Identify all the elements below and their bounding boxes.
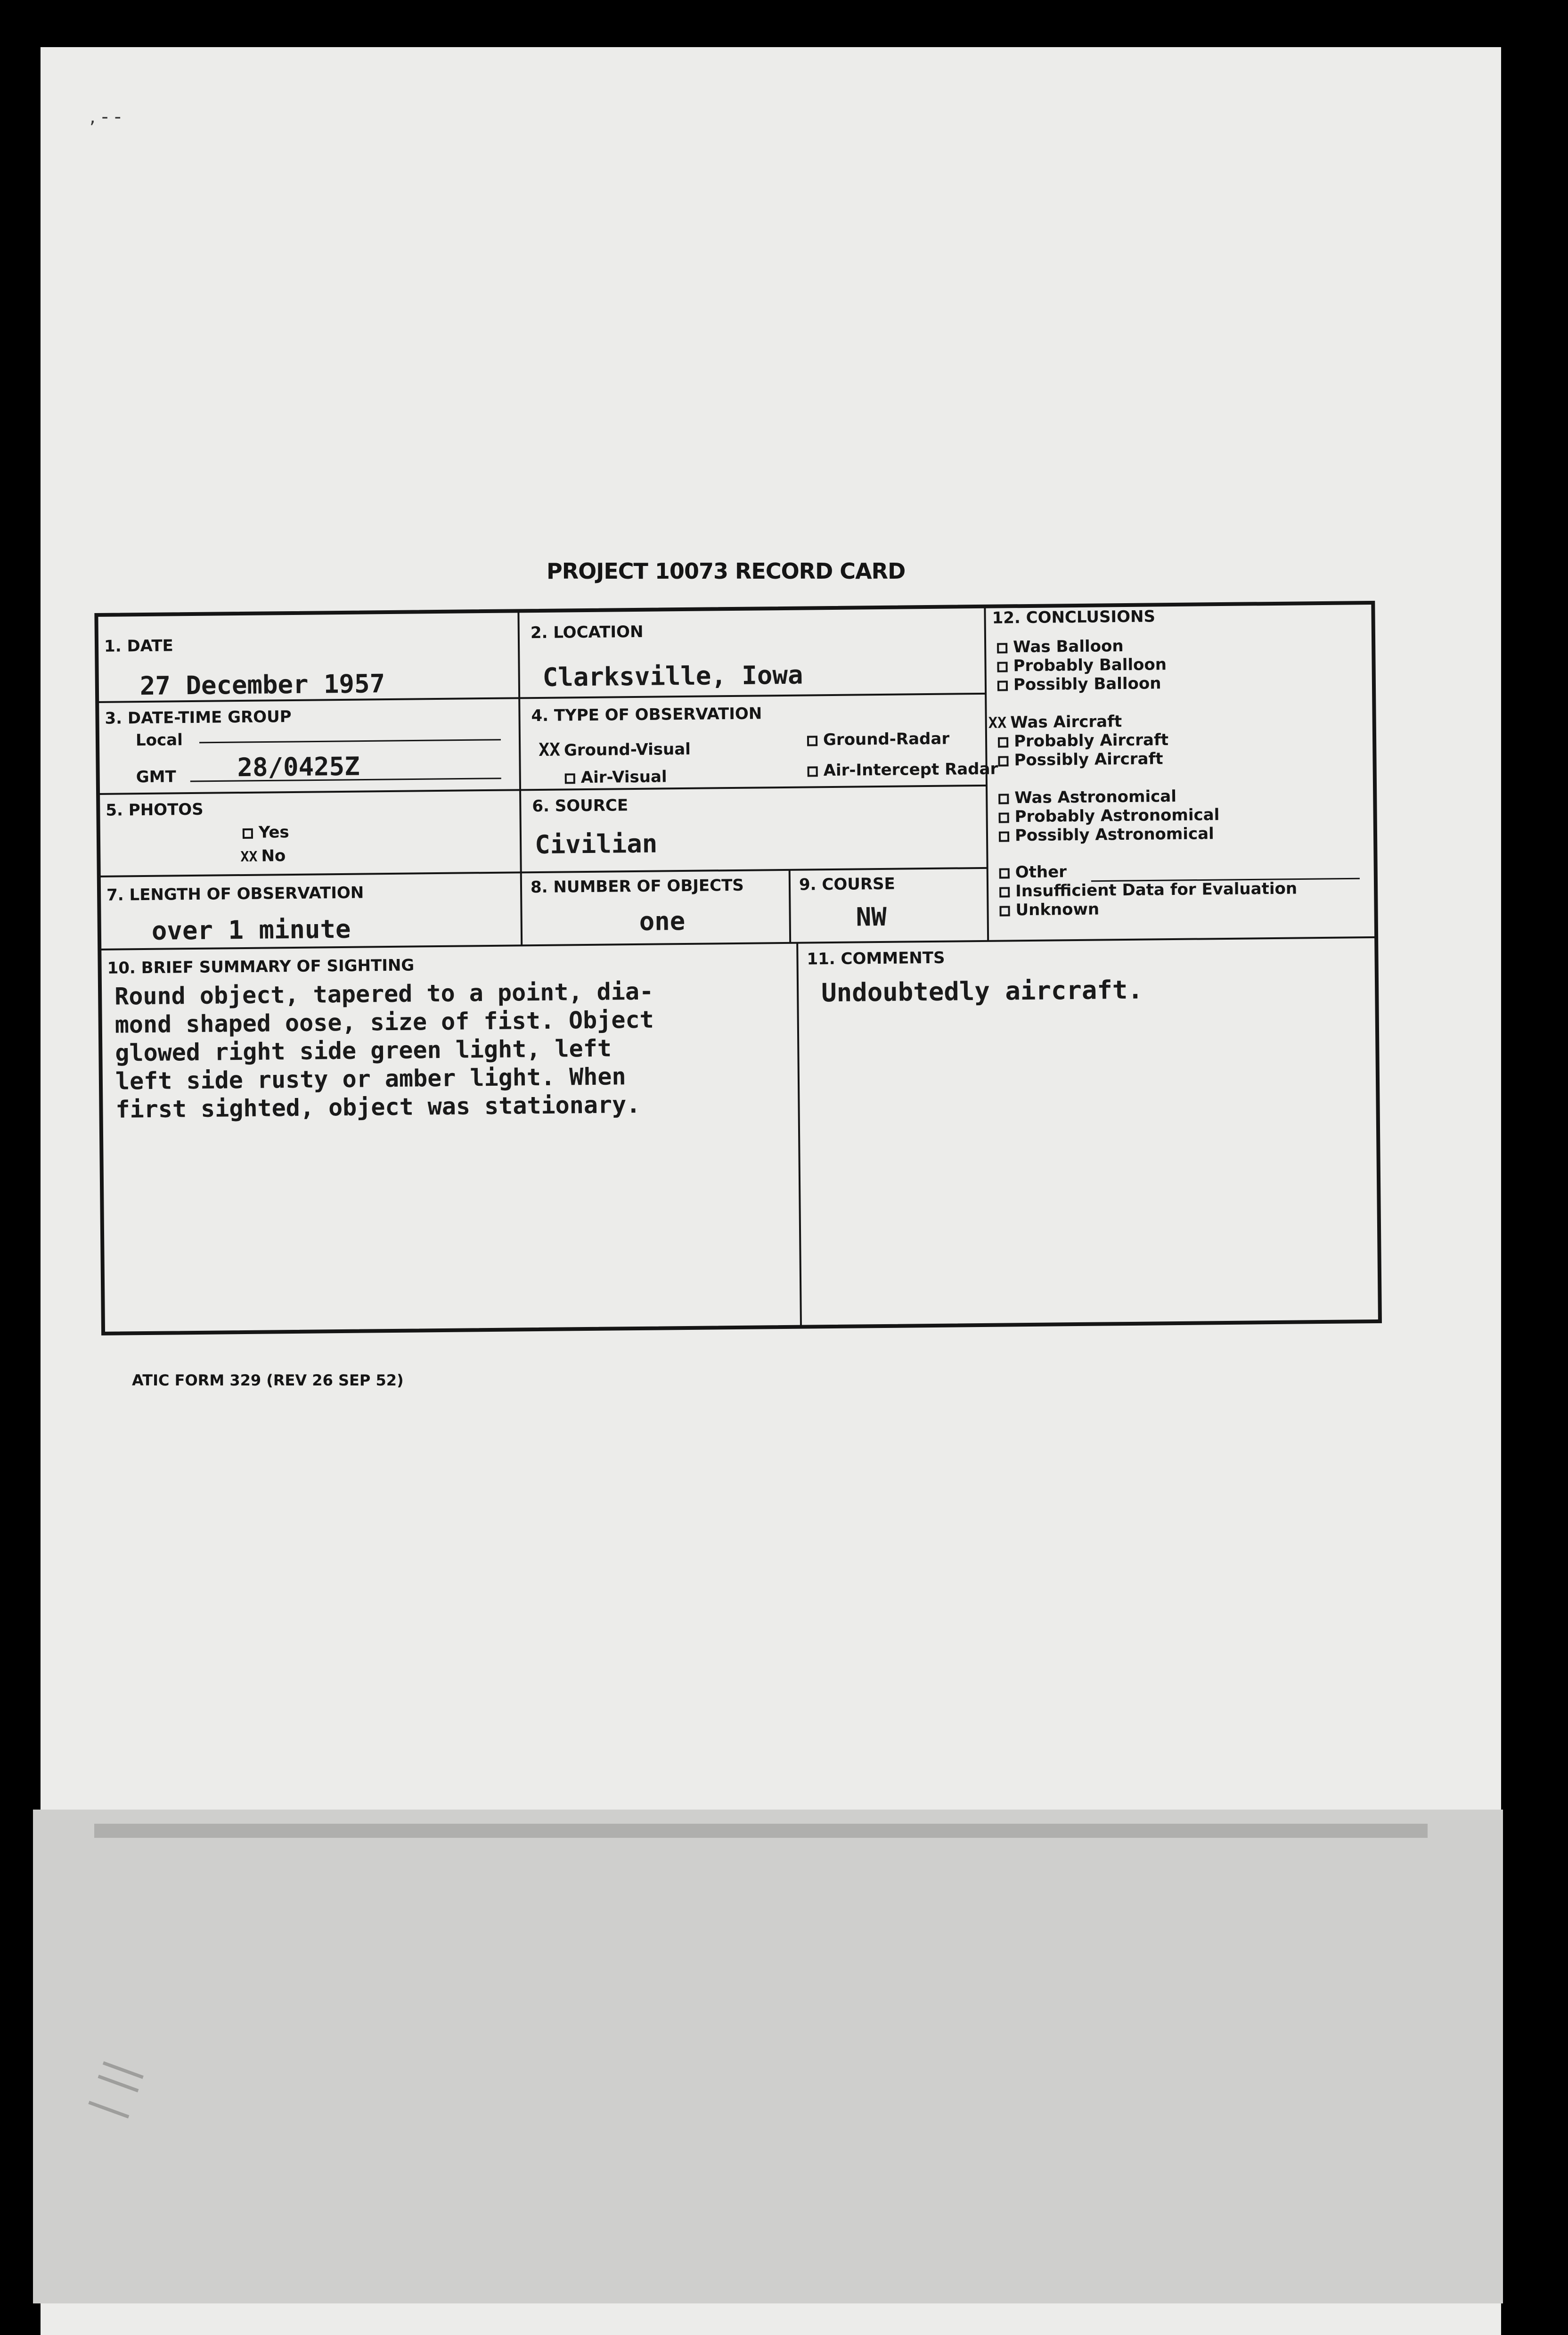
conclusion-label: Possibly Astronomical <box>1014 824 1214 845</box>
air-intercept-checkbox <box>808 766 818 777</box>
ground-visual-mark: XX <box>539 739 561 760</box>
summary-line: Round object, tapered to a point, dia- <box>114 977 654 1010</box>
card-title: PROJECT 10073 RECORD CARD <box>547 558 906 584</box>
summary-line: glowed right side green light, left <box>115 1034 612 1067</box>
conclusion-checkbox <box>998 756 1008 766</box>
conclusion-checkbox <box>999 831 1009 842</box>
number-value: one <box>639 906 686 936</box>
summary-line: left side rusty or amber light. When <box>115 1063 626 1095</box>
conclusion-possibly-balloon <box>997 674 1161 694</box>
conclusion-checkbox <box>997 680 1008 691</box>
conclusion-probably-balloon <box>997 655 1167 675</box>
record-card <box>94 582 1383 1336</box>
was-aircraft-mark: XX <box>988 713 1007 732</box>
conclusion-other <box>999 862 1067 882</box>
photos-no-mark: XX <box>240 848 258 866</box>
scan-speck: , - - <box>90 106 122 128</box>
conclusion-checkbox <box>999 906 1010 916</box>
lower-paper-band <box>33 1810 1503 2303</box>
air-visual-option <box>565 767 667 787</box>
gmt-label: GMT <box>136 767 176 787</box>
conclusion-was-astronomical <box>998 787 1176 808</box>
conclusion-label: Unknown <box>1015 900 1100 920</box>
comments-label: 11. COMMENTS <box>807 948 945 969</box>
photos-yes-option <box>243 823 289 842</box>
dtg-label: 3. DATE-TIME GROUP <box>105 707 292 728</box>
conclusion-label: Was Balloon <box>1013 637 1124 657</box>
summary-line: mond shaped oose, size of fist. Object <box>114 1006 654 1039</box>
conclusion-probably-astronomical <box>998 805 1219 826</box>
conclusion-label: Probably Astronomical <box>1014 805 1220 827</box>
photos-no-option <box>240 846 286 866</box>
ground-radar-label: Ground-Radar <box>823 729 950 750</box>
date-value: 27 December 1957 <box>139 669 385 701</box>
location-value: Clarksville, Iowa <box>542 660 803 692</box>
course-value: NW <box>856 901 887 932</box>
source-value: Civilian <box>534 828 658 860</box>
conclusion-checkbox <box>997 643 1007 653</box>
comments-value: Undoubtedly aircraft. <box>821 975 1143 1008</box>
lower-scan-mark: | || <box>80 2054 146 2124</box>
summary-line: first sighted, object was stationary. <box>115 1090 641 1123</box>
length-label: 7. LENGTH OF OBSERVATION <box>106 883 364 905</box>
conclusion-checkbox <box>998 737 1008 747</box>
conclusion-label: Was Astronomical <box>1014 787 1177 808</box>
ground-radar-option <box>807 729 949 750</box>
length-value: over 1 minute <box>151 914 351 946</box>
conclusion-possibly-astronomical <box>999 824 1214 845</box>
course-label: 9. COURSE <box>799 874 895 894</box>
conclusion-label: Possibly Aircraft <box>1014 749 1163 770</box>
conclusion-probably-aircraft <box>998 730 1168 751</box>
conclusion-label: Was Aircraft <box>1010 712 1122 732</box>
date-label: 1. DATE <box>104 636 173 656</box>
conclusion-checkbox <box>997 662 1007 672</box>
conclusion-checkbox <box>999 868 1010 878</box>
local-label: Local <box>135 730 183 750</box>
location-label: 2. LOCATION <box>530 622 644 643</box>
air-visual-checkbox <box>565 773 575 784</box>
photos-no-label: No <box>261 846 286 866</box>
conclusions-label: 12. CONCLUSIONS <box>992 607 1156 628</box>
number-label: 8. NUMBER OF OBJECTS <box>530 876 744 897</box>
conclusion-unknown <box>999 900 1099 920</box>
source-label: 6. SOURCE <box>532 796 629 816</box>
conclusion-label: Possibly Balloon <box>1013 674 1161 695</box>
conclusion-was-balloon <box>997 637 1124 657</box>
photos-yes-label: Yes <box>258 823 289 842</box>
ground-visual-label: Ground-Visual <box>564 739 691 760</box>
type-observation-label: 4. TYPE OF OBSERVATION <box>531 704 762 726</box>
air-intercept-option <box>807 760 998 780</box>
form-number: ATIC FORM 329 (REV 26 SEP 52) <box>132 1371 404 1389</box>
conclusion-checkbox <box>999 887 1010 897</box>
air-intercept-label: Air-Intercept Radar <box>823 759 998 780</box>
conclusion-label: Probably Aircraft <box>1013 730 1169 751</box>
conclusion-possibly-aircraft <box>998 749 1163 770</box>
summary-label: 10. BRIEF SUMMARY OF SIGHTING <box>107 956 415 978</box>
summary-text <box>114 977 655 1124</box>
conclusion-was-aircraft <box>988 712 1122 732</box>
ground-visual-option <box>539 738 691 760</box>
gmt-value: 28/0425Z <box>237 751 360 783</box>
conclusion-checkbox <box>999 812 1009 823</box>
ground-radar-checkbox <box>807 736 817 746</box>
photos-label: 5. PHOTOS <box>106 800 204 820</box>
air-visual-label: Air-Visual <box>580 767 667 787</box>
conclusion-label: Insufficient Data for Evaluation <box>1015 879 1298 901</box>
conclusion-label: Probably Balloon <box>1013 655 1167 676</box>
conclusion-checkbox <box>998 794 1009 804</box>
photos-yes-checkbox <box>243 828 253 838</box>
paper-edge-shadow <box>94 1824 1428 1838</box>
conclusion-label: Other <box>1015 862 1067 882</box>
conclusion-insufficient-data <box>999 879 1297 901</box>
